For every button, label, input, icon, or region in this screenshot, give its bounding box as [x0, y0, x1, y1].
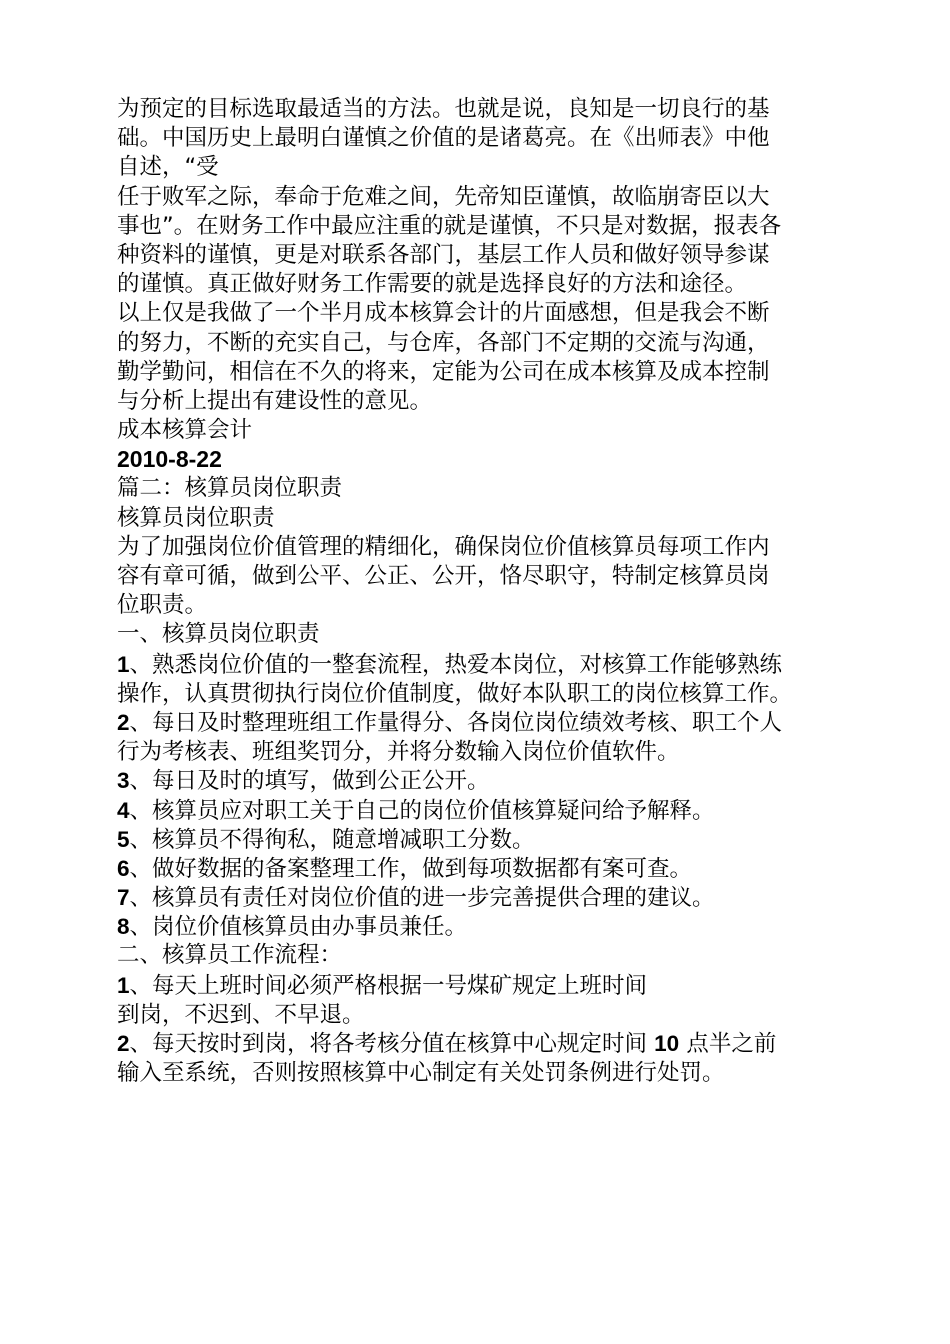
paragraph-line: 自述，“受 [117, 154, 219, 181]
list-item [117, 796, 837, 825]
paragraph-line: 为预定的目标选取最适当的方法。也就是说，良知是一切良行的基 [117, 96, 770, 122]
paragraph-line: 以上仅是我做了一个半月成本核算会计的片面感想，但是我会不断 [117, 300, 770, 327]
item-number: 4 [117, 797, 130, 823]
list-item [117, 1029, 837, 1058]
section-heading: 一、核算员岗位职责 [117, 621, 320, 648]
list-item [117, 971, 837, 1000]
item-text: 、每天上班时间必须严格根据一号煤矿规定上班时间 [129, 972, 648, 999]
item-text: 操作，认真贯彻执行岗位价值制度，做好本队职工的岗位核算工作。 [117, 680, 793, 707]
paragraph-line: 种资料的谨慎，更是对联系各部门，基层工作人员和做好领导参谋 [117, 241, 770, 268]
paragraph-line: 事也”。在财务工作中最应注重的就是谨慎，不只是对数据，报表各 [117, 212, 782, 239]
paragraph-line: 勤学勤问，相信在不久的将来，定能为公司在成本核算及成本控制 [117, 358, 770, 385]
paragraph-line: 容有章可循，做到公平、公正、公开，恪尽职守，特制定核算员岗 [117, 563, 770, 589]
item-number: 2 [117, 709, 130, 735]
paragraph-line: 为了加强岗位价值管理的精细化，确保岗位价值核算员每项工作内 [117, 533, 770, 560]
item-number: 8 [117, 914, 130, 940]
paragraph-line: 位职责。 [117, 592, 208, 619]
item-number: 1 [117, 651, 130, 677]
section-title: 篇二：核算员岗位职责 [117, 475, 343, 502]
item-text: 、核算员应对职工关于自己的岗位价值核算疑问给予解释。 [129, 797, 715, 824]
item-text: 、核算员有责任对岗位价值的进一步完善提供合理的建议。 [129, 885, 715, 912]
item-text: 、每日及时整理班组工作量得分、各岗位岗位绩效考核、职工个人 [129, 709, 783, 736]
list-item [117, 708, 837, 737]
paragraph-line: 的谨慎。真正做好财务工作需要的就是选择良好的方法和途径。 [117, 271, 748, 298]
item-number: 7 [117, 885, 130, 911]
signature-date: 2010-8-22 [117, 446, 222, 473]
item-text: 、做好数据的备案整理工作，做到每项数据都有案可查。 [129, 855, 693, 882]
list-item [117, 883, 837, 912]
list-item-continuation [117, 1000, 837, 1029]
item-text: 行为考核表、班组奖罚分，并将分数输入岗位价值软件。 [117, 739, 680, 766]
paragraph-line: 任于败军之际，奉命于危难之间，先帝知臣谨慎，故临崩寄臣以大 [117, 183, 770, 210]
item-text-tail: 点半之前 [679, 1031, 777, 1057]
list-item-continuation [117, 679, 837, 708]
item-text: 到岗，不迟到、不早退。 [117, 1001, 365, 1028]
list-item-continuation [117, 1058, 837, 1087]
item-number: 5 [117, 826, 130, 852]
item-text: 、每天按时到岗，将各考核分值在核算中心规定时间 [129, 1031, 655, 1057]
signature-title: 成本核算会计 [117, 417, 253, 444]
time-value: 10 [654, 1031, 680, 1056]
item-text: 、熟悉岗位价值的一整套流程，热爱本岗位，对核算工作能够熟练 [129, 651, 783, 678]
item-text: 、岗位价值核算员由办事员兼任。 [129, 914, 468, 941]
list-item [117, 912, 837, 941]
list-item [117, 854, 837, 883]
paragraph-line: 与分析上提出有建设性的意见。 [117, 387, 433, 414]
item-number: 1 [117, 972, 130, 998]
list-item [117, 766, 837, 795]
paragraph-line: 的努力，不断的充实自己，与仓库，各部门不定期的交流与沟通， [117, 329, 770, 356]
document-heading: 核算员岗位职责 [117, 504, 275, 531]
item-number: 2 [117, 1031, 130, 1056]
document-body [117, 95, 837, 1087]
item-text: 、每日及时的填写，做到公正公开。 [129, 768, 490, 795]
list-item [117, 650, 837, 679]
item-text: 、核算员不得徇私，随意增减职工分数。 [129, 826, 535, 853]
item-number: 6 [117, 855, 130, 881]
paragraph-line: 础。中国历史上最明白谨慎之价值的是诸葛亮。在《出师表》中他 [117, 125, 770, 152]
item-number: 3 [117, 768, 130, 794]
item-text: 输入至系统，否则按照核算中心制定有关处罚条例进行处罚。 [117, 1060, 725, 1087]
list-item-continuation [117, 737, 837, 766]
section-heading: 二、核算员工作流程： [117, 942, 343, 969]
list-item [117, 825, 837, 854]
